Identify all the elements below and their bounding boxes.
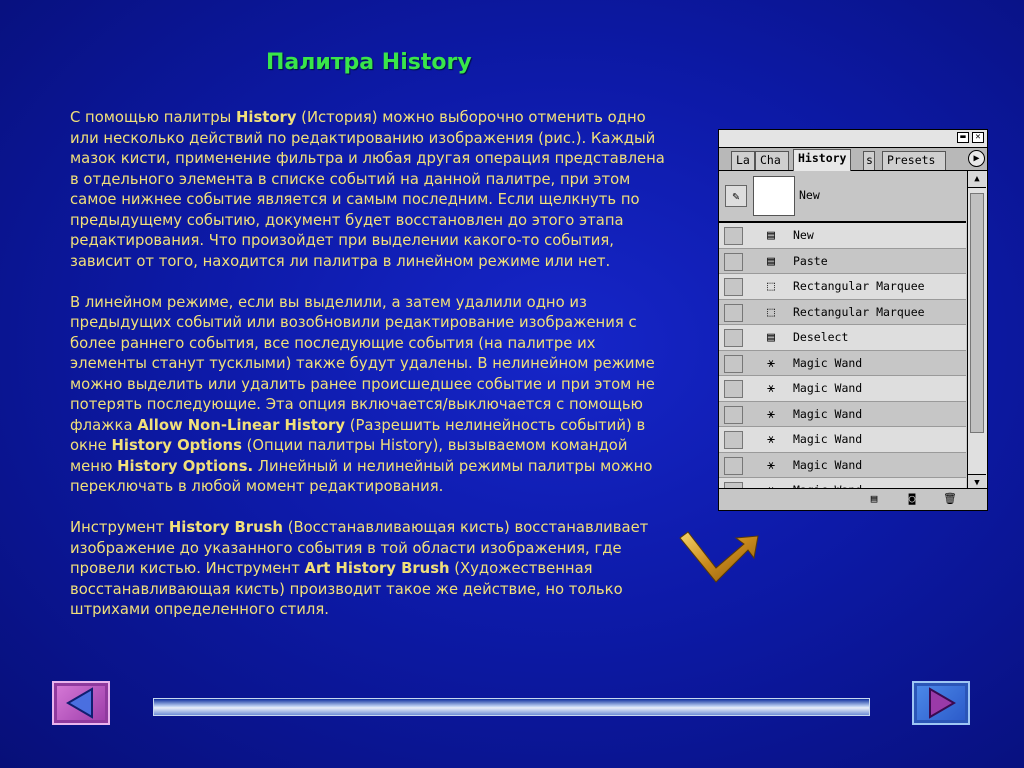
palette-menu-icon[interactable]: ▶ xyxy=(968,150,985,167)
bold-term: History Options xyxy=(111,437,242,454)
palette-tabs xyxy=(719,148,987,171)
history-item[interactable] xyxy=(719,300,966,326)
bold-term: History xyxy=(236,109,297,126)
paragraph-3 xyxy=(70,518,670,621)
history-brush-source-checkbox[interactable] xyxy=(724,304,743,322)
scroll-up-icon[interactable]: ▲ xyxy=(968,171,986,188)
brush-source-icon[interactable]: ✎ xyxy=(725,185,747,207)
scroll-down-icon[interactable]: ▼ xyxy=(968,474,986,491)
history-brush-source-checkbox[interactable] xyxy=(724,227,743,245)
document-icon: ▤ xyxy=(767,330,775,345)
close-icon[interactable]: ✕ xyxy=(972,132,984,143)
history-item-label: Magic Wand xyxy=(793,406,863,421)
arrow-left-icon xyxy=(54,683,108,723)
text-run: Линейный и нелинейный режимы палитры можно переключать в любой момент редактирования. xyxy=(70,457,653,495)
history-item-label: Deselect xyxy=(793,330,849,344)
bold-term: History Brush xyxy=(168,519,283,536)
history-brush-source-checkbox[interactable] xyxy=(724,431,743,449)
history-item-label: New xyxy=(793,228,814,242)
history-brush-source-checkbox[interactable] xyxy=(724,278,743,296)
new-snapshot-icon[interactable]: ◙ xyxy=(908,492,916,505)
history-item[interactable] xyxy=(719,402,966,428)
magic-wand-icon: ⚹ xyxy=(767,432,775,447)
text-run: (Разрешить нелинейность событий) в окне xyxy=(70,416,646,454)
tab-layers[interactable]: La xyxy=(731,151,755,170)
magic-wand-icon: ⚹ xyxy=(767,406,775,422)
magic-wand-icon: ⚹ xyxy=(767,457,775,473)
snapshot-row[interactable] xyxy=(719,171,966,223)
document-icon: ▤ xyxy=(767,253,775,269)
history-item[interactable] xyxy=(719,351,966,377)
bold-term: Art History Brush xyxy=(304,560,450,577)
text-run: Инструмент xyxy=(70,519,169,536)
history-item[interactable] xyxy=(719,325,966,351)
history-item-label: Rectangular Marquee xyxy=(793,304,925,319)
history-brush-source-checkbox[interactable] xyxy=(724,355,743,373)
marquee-icon: ⬚ xyxy=(767,304,775,320)
text-run: (Опции палитры History), вызываемом командой меню xyxy=(70,437,628,475)
decorative-arrow-icon xyxy=(676,524,760,586)
text-run: (История) можно выборочно отменить одно или несколько действий по редактированию изображения (рис.). Каждый мазок кисти, применение фильтра и любая другая операция представлена в отдельного элемента в списке событий на данной палитре, при этом самое нижнее событие является и самым последним. Если щелкнуть по предыдущему событию, документ будет восстановлен до этого этапа редактирования. Что произойдет при выделении какого-то события, зависит от того, находится ли палитра в линейном режиме или нет. xyxy=(70,109,665,270)
slide-title: Палитра History xyxy=(266,50,472,75)
document-icon: ▤ xyxy=(767,228,775,243)
snapshot-thumbnail xyxy=(753,176,795,216)
text-run: С помощью палитры xyxy=(70,109,237,126)
previous-slide-button[interactable] xyxy=(52,681,110,725)
history-brush-source-checkbox[interactable] xyxy=(724,380,743,398)
history-item[interactable] xyxy=(719,427,966,453)
tab-history[interactable]: History xyxy=(793,149,851,171)
history-item-label: Magic Wand xyxy=(793,355,863,370)
trash-icon[interactable]: 🗑 xyxy=(943,492,957,505)
marquee-icon: ⬚ xyxy=(767,279,775,294)
magic-wand-icon: ⚹ xyxy=(767,355,775,371)
history-item[interactable] xyxy=(719,376,966,402)
history-palette xyxy=(718,129,988,511)
text-run: В линейном режиме, если вы выделили, а затем удалили одно из предыдущих событий или возобновили редактирование изображения с более раннего события, все последующие события (на палитре их элементы станут тусклыми) также будут удалены. В нелинейном режиме можно выделить или удалить ранее происшедшее событие и при этом не потерять последующие. Эта опция включается/выключается с помощью флажка xyxy=(70,293,655,434)
history-item[interactable] xyxy=(719,249,966,275)
magic-wand-icon: ⚹ xyxy=(767,381,775,396)
scroll-thumb[interactable] xyxy=(970,193,984,433)
palette-scrollbar[interactable] xyxy=(967,171,987,491)
history-item-label: Magic Wand xyxy=(793,381,863,395)
new-document-icon[interactable]: ▤ xyxy=(870,492,878,505)
history-item[interactable] xyxy=(719,223,966,249)
tab-channels[interactable]: Cha xyxy=(755,151,789,170)
history-brush-source-checkbox[interactable] xyxy=(724,329,743,347)
history-brush-source-checkbox[interactable] xyxy=(724,406,743,424)
paragraph-2 xyxy=(70,293,670,498)
history-item-label: Paste xyxy=(793,253,828,268)
history-item-label: Magic Wand xyxy=(793,457,863,472)
arrow-right-icon xyxy=(914,683,968,723)
history-item-label: Magic Wand xyxy=(793,432,863,446)
history-item-label: Rectangular Marquee xyxy=(793,279,925,293)
palette-titlebar[interactable] xyxy=(719,130,987,148)
bold-term: Allow Non-Linear History xyxy=(137,416,345,434)
bold-term: History Options. xyxy=(117,457,254,475)
history-item[interactable] xyxy=(719,274,966,300)
palette-bottom-bar xyxy=(719,488,987,510)
tab-actions[interactable]: s xyxy=(863,151,875,170)
tab-presets[interactable]: Presets xyxy=(882,151,946,170)
history-list xyxy=(719,223,966,490)
history-item[interactable] xyxy=(719,453,966,479)
history-brush-source-checkbox[interactable] xyxy=(724,253,743,271)
slide-progress-bar xyxy=(153,698,870,716)
history-brush-source-checkbox[interactable] xyxy=(724,457,743,475)
paragraph-1 xyxy=(70,108,670,272)
next-slide-button[interactable] xyxy=(912,681,970,725)
snapshot-label: New xyxy=(799,188,820,202)
body-text xyxy=(70,108,670,641)
text-run: (Художественная восстанавливающая кисть) производит такое же действие, но только штрихами определенного стиля. xyxy=(70,560,623,618)
minimize-icon[interactable]: ▬ xyxy=(957,132,969,143)
text-run: (Восстанавливающая кисть) восстанавливает изображение до указанного события в той области изображения, где провели кистью. Инструмент xyxy=(70,519,649,577)
